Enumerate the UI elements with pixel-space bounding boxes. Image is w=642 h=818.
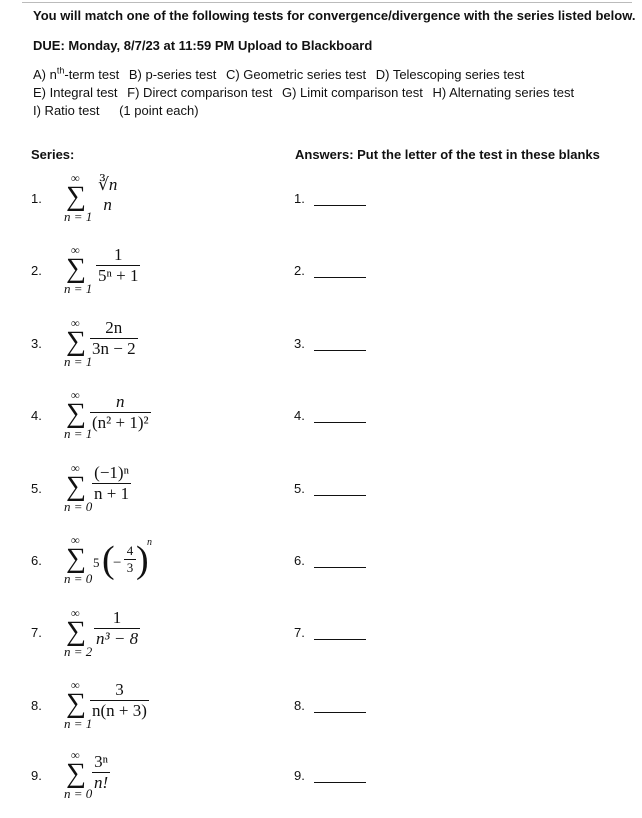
- series-row-3: 3. ∞ ∑ n = 1 2n 3n − 2 3.: [0, 318, 642, 388]
- option-d: D) Telescoping series test: [375, 67, 525, 83]
- series-fraction: 3 n(n + 3): [92, 680, 147, 720]
- answers-heading: Answers: Put the letter of the test in these blanks: [295, 147, 600, 162]
- series-fraction: (−1)ⁿ n + 1: [94, 463, 130, 503]
- option-e: E) Integral test: [33, 85, 118, 100]
- series-row-9: 9. ∞ ∑ n = 0 3ⁿ n! 9.: [0, 748, 642, 818]
- option-a: A) $n^{th}$-term test: [33, 66, 120, 83]
- answer-number: 6.: [294, 553, 305, 568]
- series-row-6: 6. ∞ ∑ n = 0 5 ( − 4 3 ) n 6.: [0, 535, 642, 605]
- answer-blank-5[interactable]: [314, 495, 366, 496]
- series-number: 4.: [31, 408, 42, 423]
- answer-blank-6[interactable]: [314, 567, 366, 568]
- series-row-2: 2. ∞ ∑ n = 1 1 5ⁿ + 1 2.: [0, 245, 642, 315]
- answer-blank-1[interactable]: [314, 205, 366, 206]
- option-b: B) p-series test: [128, 67, 217, 83]
- option-c: C) Geometric series test: [225, 67, 367, 83]
- option-f: F) Direct comparison test: [127, 85, 273, 100]
- series-number: 3.: [31, 336, 42, 351]
- series-row-1: 1. ∞ ∑ n = 1 ∛n n 1.: [0, 175, 642, 245]
- options-line-3: [33, 103, 205, 118]
- answer-number: 1.: [294, 191, 305, 206]
- answer-blank-7[interactable]: [314, 639, 366, 640]
- top-rule: [22, 2, 632, 3]
- series-fraction: 1 n³ − 8: [96, 608, 139, 648]
- options-line-2: [33, 85, 580, 100]
- series-number: 7.: [31, 625, 42, 640]
- series-row-5: 5. ∞ ∑ n = 0 (−1)ⁿ n + 1 5.: [0, 463, 642, 533]
- answer-number: 8.: [294, 698, 305, 713]
- series-fraction: 2n 3n − 2: [92, 318, 136, 358]
- series-number: 6.: [31, 553, 42, 568]
- series-number: 2.: [31, 263, 42, 278]
- instructions-text: You will match one of the following tests for convergence/divergence with the series listed below.: [33, 8, 636, 23]
- answer-blank-2[interactable]: [314, 277, 366, 278]
- answer-number: 3.: [294, 336, 305, 351]
- series-fraction: n (n² + 1)²: [92, 392, 149, 432]
- options-line-1: [33, 66, 530, 82]
- option-g: G) Limit comparison test: [282, 85, 423, 100]
- option-h: H) Alternating series test: [432, 85, 575, 100]
- series-row-7: 7. ∞ ∑ n = 2 1 n³ − 8 7.: [0, 608, 642, 678]
- series-number: 5.: [31, 481, 42, 496]
- answer-blank-4[interactable]: [314, 422, 366, 423]
- answer-number: 2.: [294, 263, 305, 278]
- series-number: 8.: [31, 698, 42, 713]
- answer-number: 7.: [294, 625, 305, 640]
- answer-blank-3[interactable]: [314, 350, 366, 351]
- points-note: (1 point each): [119, 103, 199, 118]
- answer-number: 9.: [294, 768, 305, 783]
- series-fraction: 1 5ⁿ + 1: [98, 245, 139, 285]
- series-row-8: 8. ∞ ∑ n = 1 3 n(n + 3) 8.: [0, 680, 642, 750]
- series-number: 9.: [31, 768, 42, 783]
- answer-number: 5.: [294, 481, 305, 496]
- series-fraction: 3ⁿ n!: [94, 752, 109, 792]
- answer-number: 4.: [294, 408, 305, 423]
- answer-blank-8[interactable]: [314, 712, 366, 713]
- series-row-4: 4. ∞ ∑ n = 1 n (n² + 1)² 4.: [0, 392, 642, 462]
- series-fraction: ∛n n: [98, 175, 118, 214]
- answer-blank-9[interactable]: [314, 782, 366, 783]
- option-i: I) Ratio test: [33, 103, 100, 118]
- series-number: 1.: [31, 191, 42, 206]
- series-heading: Series:: [31, 147, 75, 162]
- due-date-text: DUE: Monday, 8/7/23 at 11:59 PM Upload to Blackboard: [33, 38, 373, 53]
